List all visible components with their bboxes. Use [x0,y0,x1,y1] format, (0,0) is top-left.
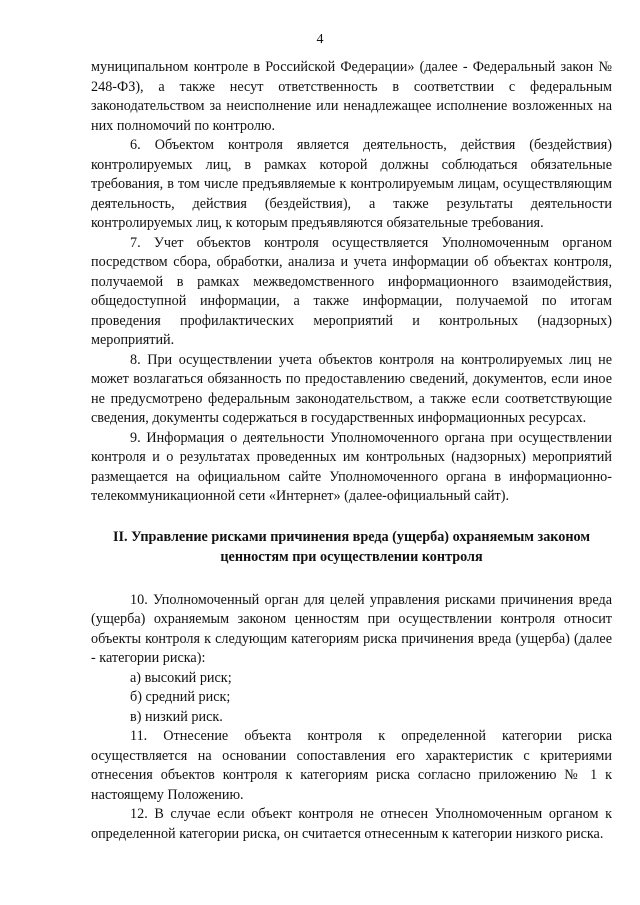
paragraph-7: 7. Учет объектов контроля осуществляется Уполномоченным органом посредством сбора, обработки, анализа и учета информации об объектах контроля, получаемой в рамках межведомственного информационного взаимодействия, общедоступной информации, а также информации, получаемой по итогам проведения профилактических мероприятий и контрольных (надзорных) мероприятий. [91,234,612,348]
paragraph-9: 9. Информация о деятельности Уполномоченного органа при осуществлении контроля и о результатах проведенных им контрольных (надзорных) мероприятий размещается на официальном сайте Уполномоченного органа в информационно-телекоммуникационной сети «Интернет» (далее-официальный сайт). [91,429,612,504]
document-body [91,58,612,844]
paragraph-11: 11. Отнесение объекта контроля к определенной категории риска осуществляется на основании сопоставления его характеристик с критериями отнесения объектов контроля к категориям риска согласно приложению № 1 к настоящему Положению. [91,728,612,803]
page-number: 4 [316,32,324,47]
paragraph-continuation: муниципальном контроле в Российской Федерации» (далее - Федеральный закон № 248-ФЗ), а также несут ответственность в соответствии с федеральным законодательством за неисполнение или ненадлежащее исполнение возложенных на них полномочий по контролю. [91,59,612,134]
list-item-high-risk: а) высокий риск; [130,669,232,686]
list-item-low-risk: в) низкий риск. [130,708,223,725]
section-heading: II. Управление рисками причинения вреда (ущерба) охраняемым законом ценностям при осуществлении контроля [112,528,591,565]
paragraph-12: 12. В случае если объект контроля не отнесен Уполномоченным органом к определенной категории риска, он считается отнесенным к категории низкого риска. [91,806,612,842]
paragraph-8: 8. При осуществлении учета объектов контроля на контролируемых лиц не может возлагаться обязанность по предоставлению сведений, документов, если иное не предусмотрено федеральным законодательством, а также если соответствующие сведения, документы содержаться в государственных информационных ресурсах. [91,351,612,426]
paragraph-10: 10. Уполномоченный орган для целей управления рисками причинения вреда (ущерба) охраняемым законом ценностям при осуществлении контроля относит объекты контроля к следующим категориям риска причинения вреда (ущерба) (далее - категории риска): [91,591,612,666]
list-item-medium-risk: б) средний риск; [130,689,231,705]
paragraph-6: 6. Объектом контроля является деятельность, действия (бездействия) контролируемых лиц, в рамках которой должны соблюдаться обязательные требования, в том числе предъявляемые к контролируемым лицам, осуществляющим деятельность, действия (бездействия), а также результаты деятельности контролируемых лиц, к которым предъявляются обязательные требования. [91,137,612,231]
